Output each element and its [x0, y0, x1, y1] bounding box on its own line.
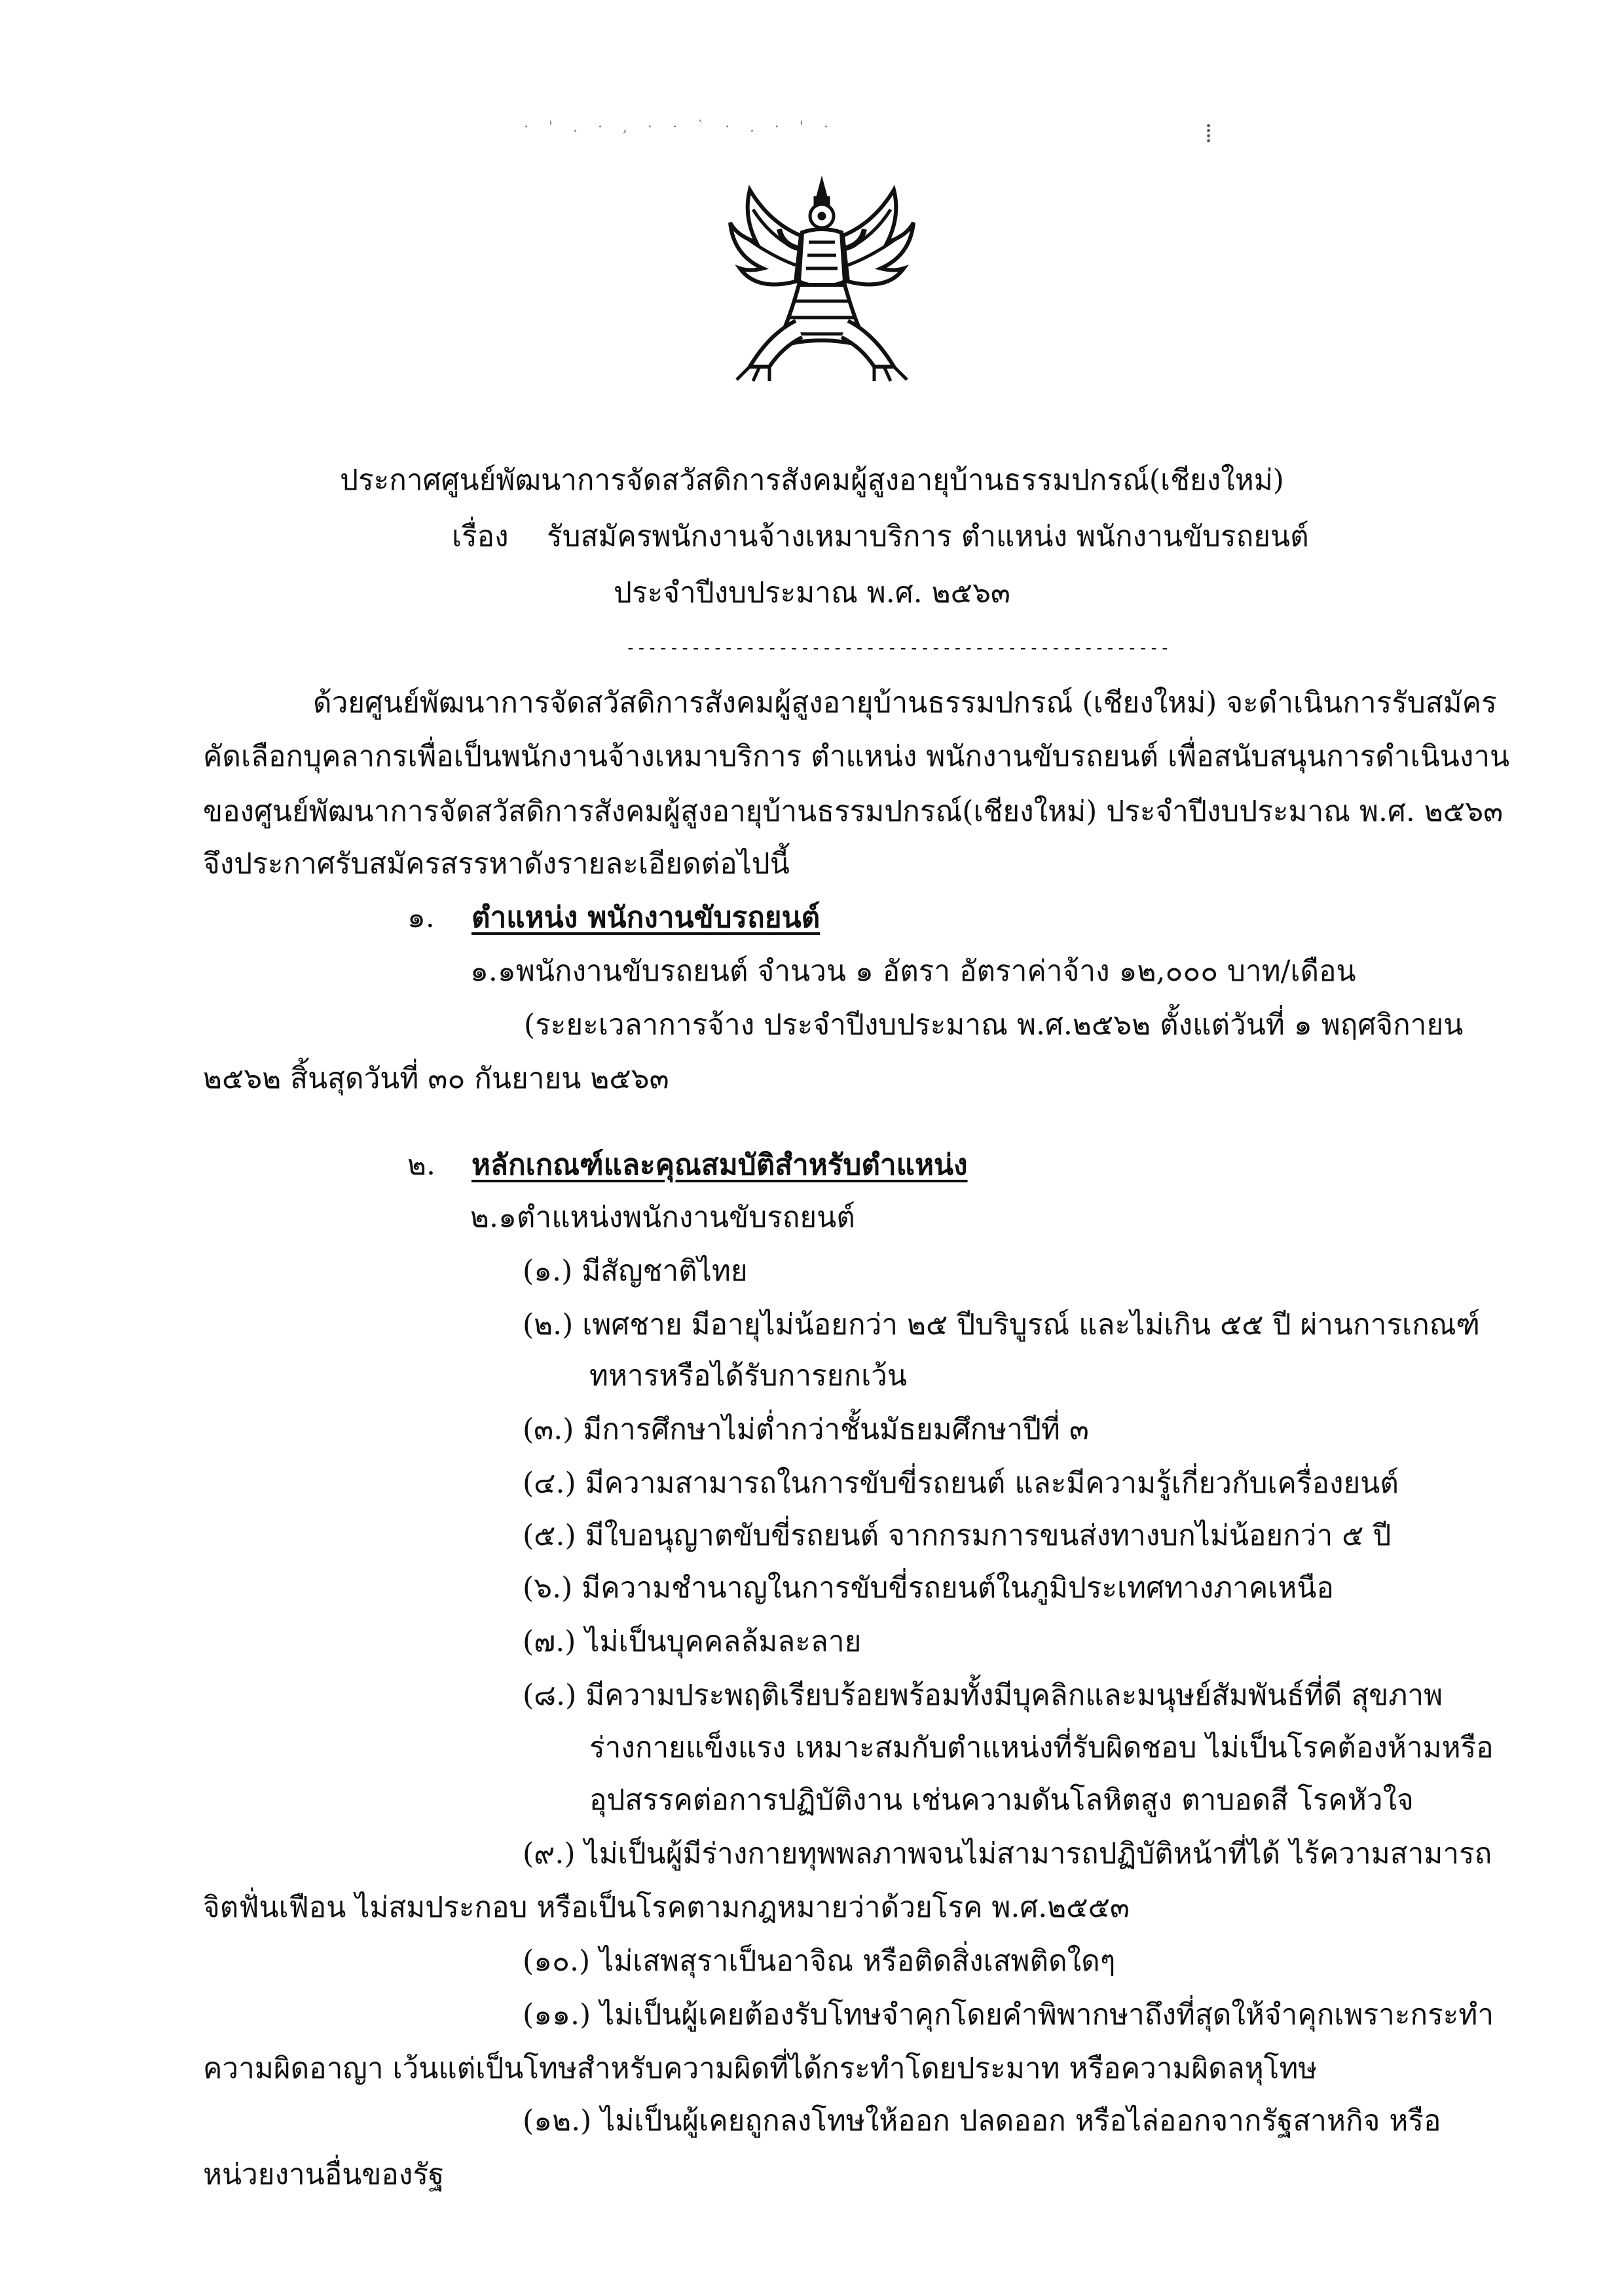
qualification-10: (๑๐.) ไม่เสพสุราเป็นอาจิณ หรือติดสิ่งเสพติดใดๆ — [523, 1944, 1116, 1978]
section-2-sub-2-1: ๒.๑ตำแหน่งพนักงานขับรถยนต์ — [470, 1201, 855, 1234]
scan-noise-mark: ⁞ — [1205, 118, 1213, 149]
section-1-period-line-2: ๒๕๖๒ สิ้นสุดวันที่ ๓๐ กันยายน ๒๕๖๓ — [203, 1062, 669, 1095]
qualification-1: (๑.) มีสัญชาติไทย — [523, 1254, 748, 1288]
section-2-number: ๒. — [407, 1148, 435, 1182]
subject-label: เรื่อง — [452, 520, 509, 553]
scan-noise: · ' . · , · · ` · . · ' · — [524, 119, 836, 136]
qualification-12-line-1: (๑๒.) ไม่เป็นผู้เคยถูกลงโทษให้ออก ปลดออก หรือไล่ออกจากรัฐสาหกิจ หรือ — [523, 2104, 1441, 2138]
qualification-8-line-3: อุปสรรคต่อการปฏิบัติงาน เช่นความดันโลหิตสูง ตาบอดสี โรคหัวใจ — [589, 1783, 1414, 1817]
qualification-2-line-1: (๒.) เพศชาย มีอายุไม่น้อยกว่า ๒๕ ปีบริบูรณ์ และไม่เกิน ๕๕ ปี ผ่านการเกณฑ์ — [523, 1308, 1481, 1341]
qualification-4: (๔.) มีความสามารถในการขับขี่รถยนต์ และมีความรู้เกี่ยวกับเครื่องยนต์ — [523, 1467, 1399, 1500]
announcement-title: ประกาศศูนย์พัฒนาการจัดสวัสดิการสังคมผู้สูงอายุบ้านธรรมปกรณ์(เชียงใหม่) — [340, 464, 1284, 497]
section-2-heading: หลักเกณฑ์และคุณสมบัติสำหรับตำแหน่ง — [471, 1148, 968, 1182]
qualification-5: (๕.) มีใบอนุญาตขับขี่รถยนต์ จากกรมการขนส่งทางบกไม่น้อยกว่า ๕ ปี — [523, 1519, 1392, 1552]
qualification-8-line-1: (๘.) มีความประพฤติเรียบร้อยพร้อมทั้งมีบุคลิกและมนุษย์สัมพันธ์ที่ดี สุขภาพ — [523, 1679, 1443, 1712]
section-1-period-line-1: (ระยะเวลาการจ้าง ประจำปีงบประมาณ พ.ศ.๒๕๖๒ ตั้งแต่วันที่ ๑ พฤศจิกายน — [524, 1008, 1464, 1042]
fiscal-year: ประจำปีงบประมาณ พ.ศ. ๒๕๖๓ — [614, 576, 1010, 610]
intro-line-1: ด้วยศูนย์พัฒนาการจัดสวัสดิการสังคมผู้สูงอายุบ้านธรรมปกรณ์ (เชียงใหม่) จะดำเนินการรับสมัคร — [313, 686, 1497, 720]
subject-text: รับสมัครพนักงานจ้างเหมาบริการ ตำแหน่ง พนักงานขับรถยนต์ — [547, 520, 1309, 553]
section-1-item-1-1: ๑.๑พนักงานขับรถยนต์ จำนวน ๑ อัตรา อัตราค่าจ้าง ๑๒,๐๐๐ บาท/เดือน — [470, 955, 1356, 988]
qualification-7: (๗.) ไม่เป็นบุคคลล้มละลาย — [523, 1625, 862, 1658]
section-1-heading: ตำแหน่ง พนักงานขับรถยนต์ — [471, 901, 821, 934]
qualification-9-line-1: (๙.) ไม่เป็นผู้มีร่างกายทุพพลภาพจนไม่สามารถปฏิบัติหน้าที่ได้ ไร้ความสามารถ — [523, 1837, 1492, 1870]
header-divider: -------------------------------------------------- — [625, 638, 1171, 658]
qualification-2-line-2: ทหารหรือได้รับการยกเว้น — [589, 1359, 907, 1393]
intro-line-3: ของศูนย์พัฒนาการจัดสวัสดิการสังคมผู้สูงอายุบ้านธรรมปกรณ์(เชียงใหม่) ประจำปีงบประมาณ พ.ศ. ๒๕๖๓ — [203, 795, 1504, 828]
qualification-11-line-2: ความผิดอาญา เว้นแต่เป็นโทษสำหรับความผิดที่ได้กระทำโดยประมาท หรือความผิดลหุโทษ — [203, 2052, 1318, 2085]
qualification-6: (๖.) มีความชำนาญในการขับขี่รถยนต์ในภูมิประเทศทางภาคเหนือ — [523, 1571, 1334, 1605]
qualification-9-line-2: จิตฟั่นเฟือน ไม่สมประกอบ หรือเป็นโรคตามกฎหมายว่าด้วยโรค พ.ศ.๒๕๕๓ — [203, 1891, 1130, 1924]
intro-line-2: คัดเลือกบุคลากรเพื่อเป็นพนักงานจ้างเหมาบริการ ตำแหน่ง พนักงานขับรถยนต์ เพื่อสนับสนุนการดำเนินงาน — [203, 740, 1510, 773]
qualification-11-line-1: (๑๑.) ไม่เป็นผู้เคยต้องรับโทษจำคุกโดยคำพิพากษาถึงที่สุดให้จำคุกเพราะกระทำ — [523, 1998, 1494, 2032]
section-1-number: ๑. — [407, 901, 435, 934]
qualification-12-line-2: หน่วยงานอื่นของรัฐ — [203, 2158, 445, 2191]
qualification-8-line-2: ร่างกายแข็งแรง เหมาะสมกับตำแหน่งที่รับผิดชอบ ไม่เป็นโรคต้องห้ามหรือ — [589, 1731, 1494, 1764]
garuda-emblem-icon — [724, 170, 920, 386]
qualification-3: (๓.) มีการศึกษาไม่ต่ำกว่าชั้นมัธยมศึกษาปีที่ ๓ — [523, 1413, 1089, 1446]
intro-line-4: จึงประกาศรับสมัครสรรหาดังรายละเอียดต่อไปนี้ — [203, 847, 790, 881]
